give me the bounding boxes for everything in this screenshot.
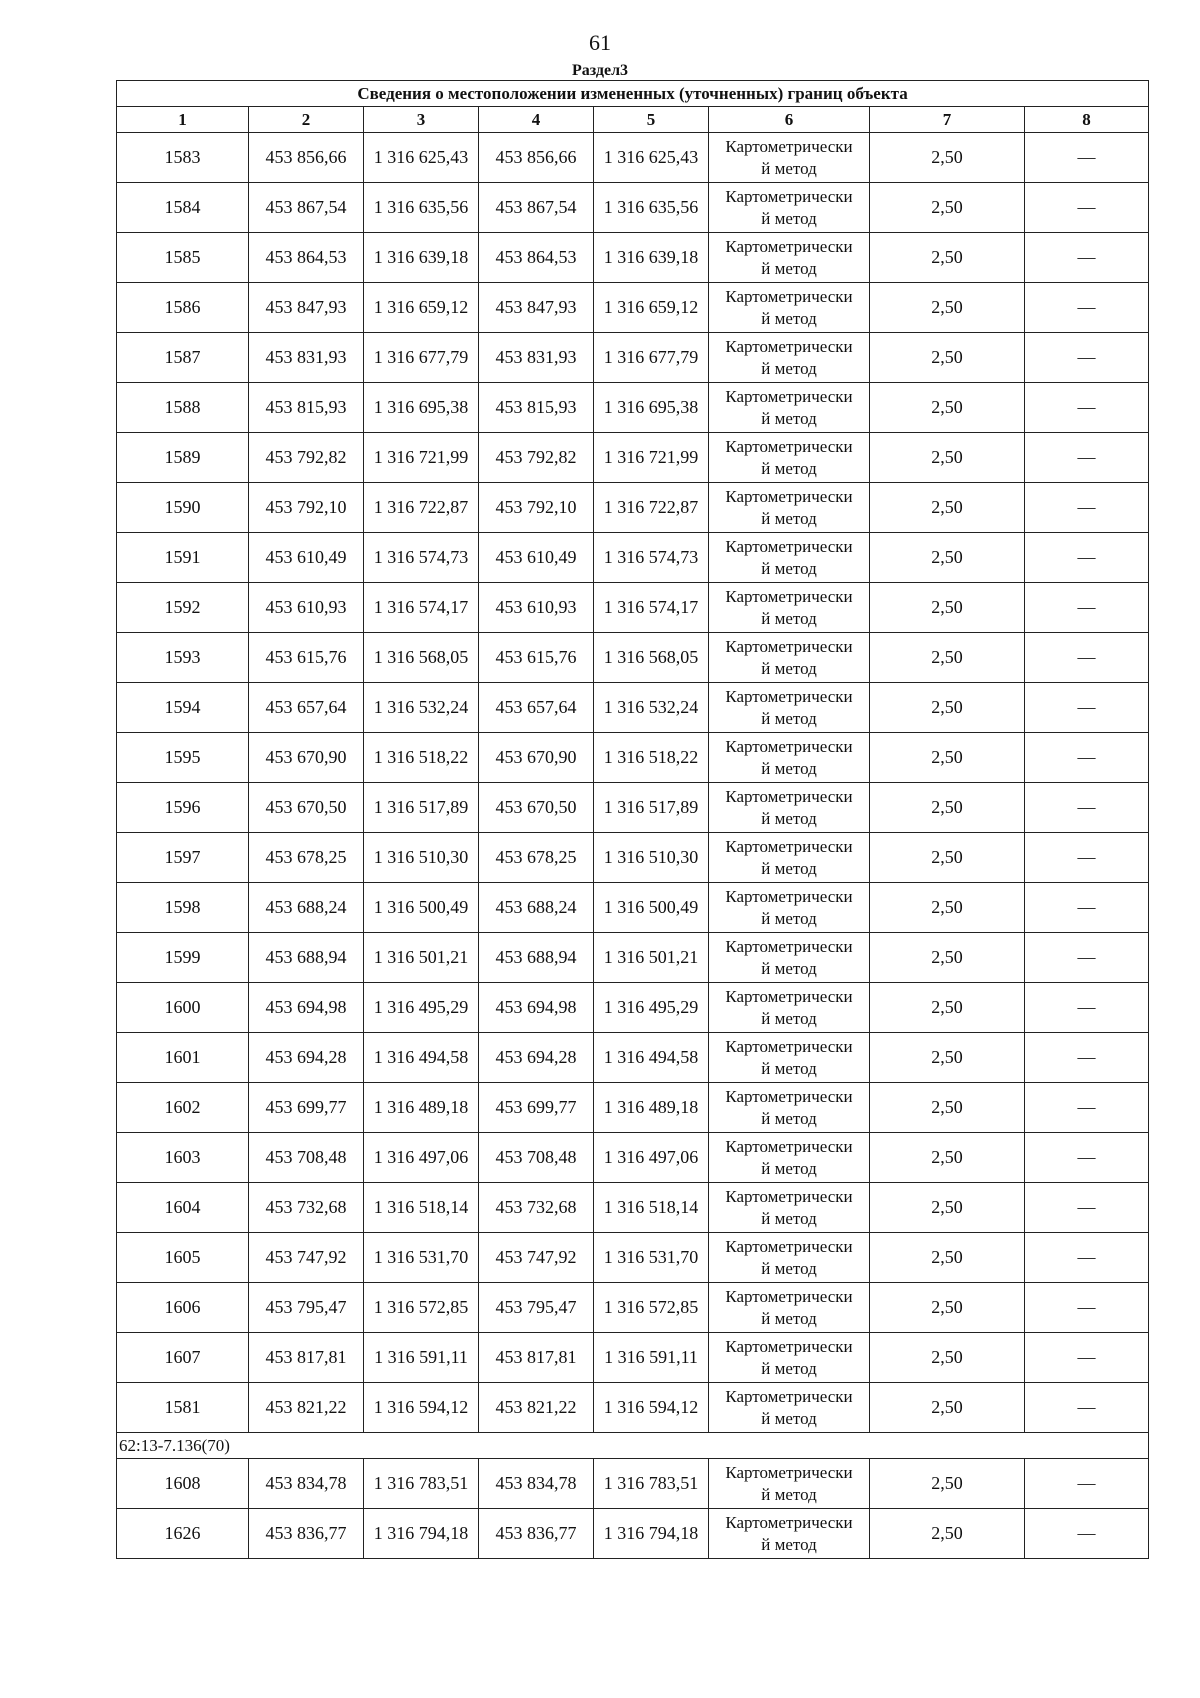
table-row bbox=[117, 283, 1149, 333]
table-cell: 2,50 bbox=[870, 383, 1025, 433]
table-cell: 1604 bbox=[117, 1183, 249, 1233]
table-cell: 1592 bbox=[117, 583, 249, 633]
table-cell: 453 610,49 bbox=[249, 533, 364, 583]
table-cell: 2,50 bbox=[870, 833, 1025, 883]
table-cell: 2,50 bbox=[870, 1509, 1025, 1559]
column-number: 3 bbox=[364, 107, 479, 133]
table-cell: 1602 bbox=[117, 1083, 249, 1133]
table-cell: 453 847,93 bbox=[479, 283, 594, 333]
table-cell: 453 694,28 bbox=[479, 1033, 594, 1083]
table-cell: 1585 bbox=[117, 233, 249, 283]
table-row bbox=[117, 833, 1149, 883]
table-cell: 1 316 531,70 bbox=[594, 1233, 709, 1283]
boundary-coordinates-table bbox=[116, 80, 1149, 1559]
table-cell: 1593 bbox=[117, 633, 249, 683]
table-cell: 453 747,92 bbox=[249, 1233, 364, 1283]
table-cell: — bbox=[1025, 1509, 1149, 1559]
column-number: 5 bbox=[594, 107, 709, 133]
table-cell: 453 834,78 bbox=[249, 1459, 364, 1509]
table-cell: 2,50 bbox=[870, 433, 1025, 483]
table-cell: 1 316 639,18 bbox=[364, 233, 479, 283]
table-cell: 453 831,93 bbox=[479, 333, 594, 383]
table-cell: 1 316 510,30 bbox=[594, 833, 709, 883]
table-cell: — bbox=[1025, 533, 1149, 583]
column-number-row bbox=[117, 107, 1149, 133]
table-cell: 1591 bbox=[117, 533, 249, 583]
table-cell: — bbox=[1025, 683, 1149, 733]
table-row bbox=[117, 933, 1149, 983]
table-cell: 453 821,22 bbox=[479, 1383, 594, 1433]
table-cell: 453 795,47 bbox=[249, 1283, 364, 1333]
table-cell: 1 316 532,24 bbox=[364, 683, 479, 733]
table-cell: 453 688,24 bbox=[249, 883, 364, 933]
table-row bbox=[117, 183, 1149, 233]
table-cell: 2,50 bbox=[870, 933, 1025, 983]
group-header-row bbox=[117, 1433, 1149, 1459]
table-cell: — bbox=[1025, 783, 1149, 833]
table-cell: 1605 bbox=[117, 1233, 249, 1283]
table-cell: 453 708,48 bbox=[479, 1133, 594, 1183]
table-cell: 1 316 659,12 bbox=[364, 283, 479, 333]
table-cell: 453 688,24 bbox=[479, 883, 594, 933]
table-cell: 453 831,93 bbox=[249, 333, 364, 383]
table-cell: 2,50 bbox=[870, 283, 1025, 333]
table-cell: — bbox=[1025, 483, 1149, 533]
table-cell: 2,50 bbox=[870, 483, 1025, 533]
table-cell: 453 792,82 bbox=[249, 433, 364, 483]
table-cell: 1 316 518,22 bbox=[364, 733, 479, 783]
table-cell: 2,50 bbox=[870, 783, 1025, 833]
table-cell: 1 316 572,85 bbox=[364, 1283, 479, 1333]
table-cell: 1607 bbox=[117, 1333, 249, 1383]
table-row bbox=[117, 683, 1149, 733]
method-cell: Картометрически й метод bbox=[709, 733, 870, 783]
column-number: 7 bbox=[870, 107, 1025, 133]
table-cell: 1586 bbox=[117, 283, 249, 333]
table-cell: 1 316 721,99 bbox=[364, 433, 479, 483]
table-cell: 1600 bbox=[117, 983, 249, 1033]
method-cell: Картометрически й метод bbox=[709, 1033, 870, 1083]
table-cell: 453 836,77 bbox=[249, 1509, 364, 1559]
table-cell: — bbox=[1025, 1133, 1149, 1183]
table-row bbox=[117, 1283, 1149, 1333]
column-number: 8 bbox=[1025, 107, 1149, 133]
table-cell: 2,50 bbox=[870, 683, 1025, 733]
table-cell: 2,50 bbox=[870, 983, 1025, 1033]
table-cell: 453 732,68 bbox=[479, 1183, 594, 1233]
table-cell: 453 657,64 bbox=[479, 683, 594, 733]
table-cell: 453 795,47 bbox=[479, 1283, 594, 1333]
table-cell: 1594 bbox=[117, 683, 249, 733]
table-cell: 1 316 594,12 bbox=[594, 1383, 709, 1433]
table-cell: 1 316 497,06 bbox=[364, 1133, 479, 1183]
method-cell: Картометрически й метод bbox=[709, 583, 870, 633]
table-cell: 2,50 bbox=[870, 1283, 1025, 1333]
table-cell: 453 792,10 bbox=[249, 483, 364, 533]
table-cell: — bbox=[1025, 983, 1149, 1033]
method-cell: Картометрически й метод bbox=[709, 1383, 870, 1433]
table-cell: 1 316 591,11 bbox=[594, 1333, 709, 1383]
table-row bbox=[117, 1183, 1149, 1233]
table-cell: 453 670,90 bbox=[479, 733, 594, 783]
table-cell: — bbox=[1025, 133, 1149, 183]
table-cell: 2,50 bbox=[870, 883, 1025, 933]
table-cell: 1601 bbox=[117, 1033, 249, 1083]
table-body bbox=[117, 133, 1149, 1559]
table-row bbox=[117, 1509, 1149, 1559]
table-cell: 453 657,64 bbox=[249, 683, 364, 733]
table-cell: — bbox=[1025, 1459, 1149, 1509]
table-cell: 1 316 568,05 bbox=[594, 633, 709, 683]
table-cell: 1 316 635,56 bbox=[364, 183, 479, 233]
table-cell: 1 316 574,17 bbox=[364, 583, 479, 633]
table-row bbox=[117, 883, 1149, 933]
table-cell: — bbox=[1025, 633, 1149, 683]
method-cell: Картометрически й метод bbox=[709, 183, 870, 233]
table-row bbox=[117, 1033, 1149, 1083]
table-cell: — bbox=[1025, 1083, 1149, 1133]
method-cell: Картометрически й метод bbox=[709, 633, 870, 683]
table-cell: 2,50 bbox=[870, 1383, 1025, 1433]
table-cell: 2,50 bbox=[870, 1183, 1025, 1233]
method-cell: Картометрически й метод bbox=[709, 133, 870, 183]
table-cell: 1 316 489,18 bbox=[364, 1083, 479, 1133]
table-cell: — bbox=[1025, 233, 1149, 283]
method-cell: Картометрически й метод bbox=[709, 483, 870, 533]
table-cell: 2,50 bbox=[870, 1459, 1025, 1509]
table-row bbox=[117, 333, 1149, 383]
table-row bbox=[117, 733, 1149, 783]
table-cell: 453 670,50 bbox=[479, 783, 594, 833]
column-number: 4 bbox=[479, 107, 594, 133]
table-cell: 1 316 659,12 bbox=[594, 283, 709, 333]
table-row bbox=[117, 983, 1149, 1033]
table-cell: 453 708,48 bbox=[249, 1133, 364, 1183]
table-cell: 453 610,49 bbox=[479, 533, 594, 583]
table-cell: 1 316 494,58 bbox=[594, 1033, 709, 1083]
method-cell: Картометрически й метод bbox=[709, 783, 870, 833]
method-cell: Картометрически й метод bbox=[709, 1133, 870, 1183]
method-cell: Картометрически й метод bbox=[709, 983, 870, 1033]
method-cell: Картометрически й метод bbox=[709, 683, 870, 733]
table-cell: 1 316 783,51 bbox=[594, 1459, 709, 1509]
table-row bbox=[117, 483, 1149, 533]
table-cell: 1581 bbox=[117, 1383, 249, 1433]
table-cell: 1 316 518,14 bbox=[364, 1183, 479, 1233]
table-cell: 1 316 635,56 bbox=[594, 183, 709, 233]
table-cell: 2,50 bbox=[870, 733, 1025, 783]
column-number: 1 bbox=[117, 107, 249, 133]
table-cell: 1 316 517,89 bbox=[364, 783, 479, 833]
method-cell: Картометрически й метод bbox=[709, 383, 870, 433]
table-row bbox=[117, 633, 1149, 683]
table-row bbox=[117, 1459, 1149, 1509]
table-cell: 1608 bbox=[117, 1459, 249, 1509]
table-cell: 1 316 495,29 bbox=[594, 983, 709, 1033]
method-cell: Картометрически й метод bbox=[709, 1459, 870, 1509]
table-cell: — bbox=[1025, 1183, 1149, 1233]
table-cell: 1 316 783,51 bbox=[364, 1459, 479, 1509]
table-cell: 1599 bbox=[117, 933, 249, 983]
method-cell: Картометрически й метод bbox=[709, 1233, 870, 1283]
table-cell: 2,50 bbox=[870, 633, 1025, 683]
table-cell: — bbox=[1025, 433, 1149, 483]
table-cell: 1 316 494,58 bbox=[364, 1033, 479, 1083]
table-cell: 453 815,93 bbox=[249, 383, 364, 433]
method-cell: Картометрически й метод bbox=[709, 1183, 870, 1233]
table-cell: 453 699,77 bbox=[479, 1083, 594, 1133]
table-cell: 1 316 625,43 bbox=[364, 133, 479, 183]
table-cell: 453 678,25 bbox=[249, 833, 364, 883]
table-cell: 1 316 572,85 bbox=[594, 1283, 709, 1333]
table-cell: 453 694,98 bbox=[479, 983, 594, 1033]
table-row bbox=[117, 583, 1149, 633]
method-cell: Картометрически й метод bbox=[709, 433, 870, 483]
table-cell: 1 316 695,38 bbox=[364, 383, 479, 433]
table-cell: — bbox=[1025, 733, 1149, 783]
table-cell: 1 316 517,89 bbox=[594, 783, 709, 833]
table-cell: 1595 bbox=[117, 733, 249, 783]
table-row bbox=[117, 433, 1149, 483]
table-cell: 1587 bbox=[117, 333, 249, 383]
table-cell: 1603 bbox=[117, 1133, 249, 1183]
table-cell: 1 316 532,24 bbox=[594, 683, 709, 733]
table-cell: 2,50 bbox=[870, 1083, 1025, 1133]
page-number: 61 bbox=[589, 30, 611, 55]
table-row bbox=[117, 133, 1149, 183]
method-cell: Картометрически й метод bbox=[709, 1509, 870, 1559]
method-cell: Картометрически й метод bbox=[709, 283, 870, 333]
table-row bbox=[117, 1233, 1149, 1283]
table-cell: — bbox=[1025, 1283, 1149, 1333]
table-cell: 1589 bbox=[117, 433, 249, 483]
table-cell: 453 815,93 bbox=[479, 383, 594, 433]
table-row bbox=[117, 1133, 1149, 1183]
table-cell: 1 316 591,11 bbox=[364, 1333, 479, 1383]
table-cell: 1 316 518,22 bbox=[594, 733, 709, 783]
table-cell: 1 316 574,73 bbox=[594, 533, 709, 583]
table-cell: — bbox=[1025, 933, 1149, 983]
table-cell: 1 316 574,17 bbox=[594, 583, 709, 633]
table-cell: — bbox=[1025, 383, 1149, 433]
table-cell: 1 316 721,99 bbox=[594, 433, 709, 483]
table-cell: 453 867,54 bbox=[479, 183, 594, 233]
table-cell: 2,50 bbox=[870, 1033, 1025, 1083]
table-cell: 1 316 625,43 bbox=[594, 133, 709, 183]
table-cell: — bbox=[1025, 1233, 1149, 1283]
table-cell: 1584 bbox=[117, 183, 249, 233]
method-cell: Картометрически й метод bbox=[709, 1333, 870, 1383]
table-cell: 1 316 574,73 bbox=[364, 533, 479, 583]
table-cell: 453 867,54 bbox=[249, 183, 364, 233]
table-cell: — bbox=[1025, 1383, 1149, 1433]
table-cell: — bbox=[1025, 883, 1149, 933]
table-cell: 1598 bbox=[117, 883, 249, 933]
table-cell: 1 316 568,05 bbox=[364, 633, 479, 683]
table-cell: 1 316 794,18 bbox=[594, 1509, 709, 1559]
table-cell: 1583 bbox=[117, 133, 249, 183]
table-cell: 2,50 bbox=[870, 233, 1025, 283]
method-cell: Картометрически й метод bbox=[709, 1083, 870, 1133]
table-cell: 1 316 518,14 bbox=[594, 1183, 709, 1233]
table-cell: 453 688,94 bbox=[249, 933, 364, 983]
table-cell: 453 792,10 bbox=[479, 483, 594, 533]
table-cell: 1 316 677,79 bbox=[364, 333, 479, 383]
table-cell: 453 699,77 bbox=[249, 1083, 364, 1133]
table-cell: 453 856,66 bbox=[479, 133, 594, 183]
table-cell: 453 864,53 bbox=[249, 233, 364, 283]
table-cell: 1 316 677,79 bbox=[594, 333, 709, 383]
table-cell: 1 316 722,87 bbox=[364, 483, 479, 533]
table-caption: Сведения о местоположении измененных (уточненных) границ объекта bbox=[117, 81, 1149, 107]
table-cell: 453 615,76 bbox=[249, 633, 364, 683]
table-row bbox=[117, 533, 1149, 583]
table-cell: — bbox=[1025, 1033, 1149, 1083]
table-cell: 2,50 bbox=[870, 1133, 1025, 1183]
table-cell: 1 316 489,18 bbox=[594, 1083, 709, 1133]
table-cell: 1 316 495,29 bbox=[364, 983, 479, 1033]
table-cell: 453 817,81 bbox=[249, 1333, 364, 1383]
table-cell: 453 856,66 bbox=[249, 133, 364, 183]
table-row bbox=[117, 1333, 1149, 1383]
table-cell: 1606 bbox=[117, 1283, 249, 1333]
section-title: Раздел3 bbox=[571, 62, 629, 79]
table-cell: 1 316 497,06 bbox=[594, 1133, 709, 1183]
table-row bbox=[117, 1083, 1149, 1133]
table-cell: 1590 bbox=[117, 483, 249, 533]
table-row bbox=[117, 783, 1149, 833]
method-cell: Картометрически й метод bbox=[709, 1283, 870, 1333]
table-cell: 453 747,92 bbox=[479, 1233, 594, 1283]
table-cell: — bbox=[1025, 1333, 1149, 1383]
column-number: 6 bbox=[709, 107, 870, 133]
table-cell: 1 316 794,18 bbox=[364, 1509, 479, 1559]
method-cell: Картометрически й метод bbox=[709, 333, 870, 383]
table-cell: 2,50 bbox=[870, 583, 1025, 633]
group-label: 62:13-7.136(70) bbox=[117, 1433, 1149, 1459]
table-cell: 453 610,93 bbox=[479, 583, 594, 633]
table-cell: — bbox=[1025, 833, 1149, 883]
table-cell: 1 316 639,18 bbox=[594, 233, 709, 283]
table-cell: 2,50 bbox=[870, 533, 1025, 583]
table-cell: 1 316 594,12 bbox=[364, 1383, 479, 1433]
method-cell: Картометрически й метод bbox=[709, 533, 870, 583]
table-cell: 1597 bbox=[117, 833, 249, 883]
table-cell: 453 821,22 bbox=[249, 1383, 364, 1433]
table-cell: 1 316 500,49 bbox=[364, 883, 479, 933]
table-cell: 453 610,93 bbox=[249, 583, 364, 633]
table-cell: 1596 bbox=[117, 783, 249, 833]
table-cell: 453 836,77 bbox=[479, 1509, 594, 1559]
table-cell: — bbox=[1025, 333, 1149, 383]
method-cell: Картометрически й метод bbox=[709, 233, 870, 283]
table-cell: 1 316 500,49 bbox=[594, 883, 709, 933]
method-cell: Картометрически й метод bbox=[709, 933, 870, 983]
table-cell: 1588 bbox=[117, 383, 249, 433]
method-cell: Картометрически й метод bbox=[709, 883, 870, 933]
table-cell: — bbox=[1025, 583, 1149, 633]
table-cell: 453 847,93 bbox=[249, 283, 364, 333]
table-cell: 453 732,68 bbox=[249, 1183, 364, 1233]
table-cell: 1 316 501,21 bbox=[364, 933, 479, 983]
table-cell: 2,50 bbox=[870, 1233, 1025, 1283]
table-cell: 1 316 531,70 bbox=[364, 1233, 479, 1283]
table-cell: 453 670,90 bbox=[249, 733, 364, 783]
table-cell: 453 834,78 bbox=[479, 1459, 594, 1509]
table-row bbox=[117, 383, 1149, 433]
table-cell: — bbox=[1025, 283, 1149, 333]
table-cell: 453 670,50 bbox=[249, 783, 364, 833]
table-cell: 1626 bbox=[117, 1509, 249, 1559]
table-cell: 1 316 501,21 bbox=[594, 933, 709, 983]
table-cell: — bbox=[1025, 183, 1149, 233]
table-cell: 2,50 bbox=[870, 133, 1025, 183]
table-cell: 453 678,25 bbox=[479, 833, 594, 883]
table-cell: 453 817,81 bbox=[479, 1333, 594, 1383]
table-cell: 453 615,76 bbox=[479, 633, 594, 683]
table-cell: 1 316 510,30 bbox=[364, 833, 479, 883]
column-number: 2 bbox=[249, 107, 364, 133]
table-row bbox=[117, 1383, 1149, 1433]
table-cell: 1 316 722,87 bbox=[594, 483, 709, 533]
table-cell: 2,50 bbox=[870, 183, 1025, 233]
table-row bbox=[117, 233, 1149, 283]
table-cell: 453 864,53 bbox=[479, 233, 594, 283]
table-cell: 453 792,82 bbox=[479, 433, 594, 483]
method-cell: Картометрически й метод bbox=[709, 833, 870, 883]
table-cell: 453 694,98 bbox=[249, 983, 364, 1033]
table-cell: 1 316 695,38 bbox=[594, 383, 709, 433]
table-cell: 453 694,28 bbox=[249, 1033, 364, 1083]
table-cell: 2,50 bbox=[870, 333, 1025, 383]
table-cell: 453 688,94 bbox=[479, 933, 594, 983]
table-cell: 2,50 bbox=[870, 1333, 1025, 1383]
